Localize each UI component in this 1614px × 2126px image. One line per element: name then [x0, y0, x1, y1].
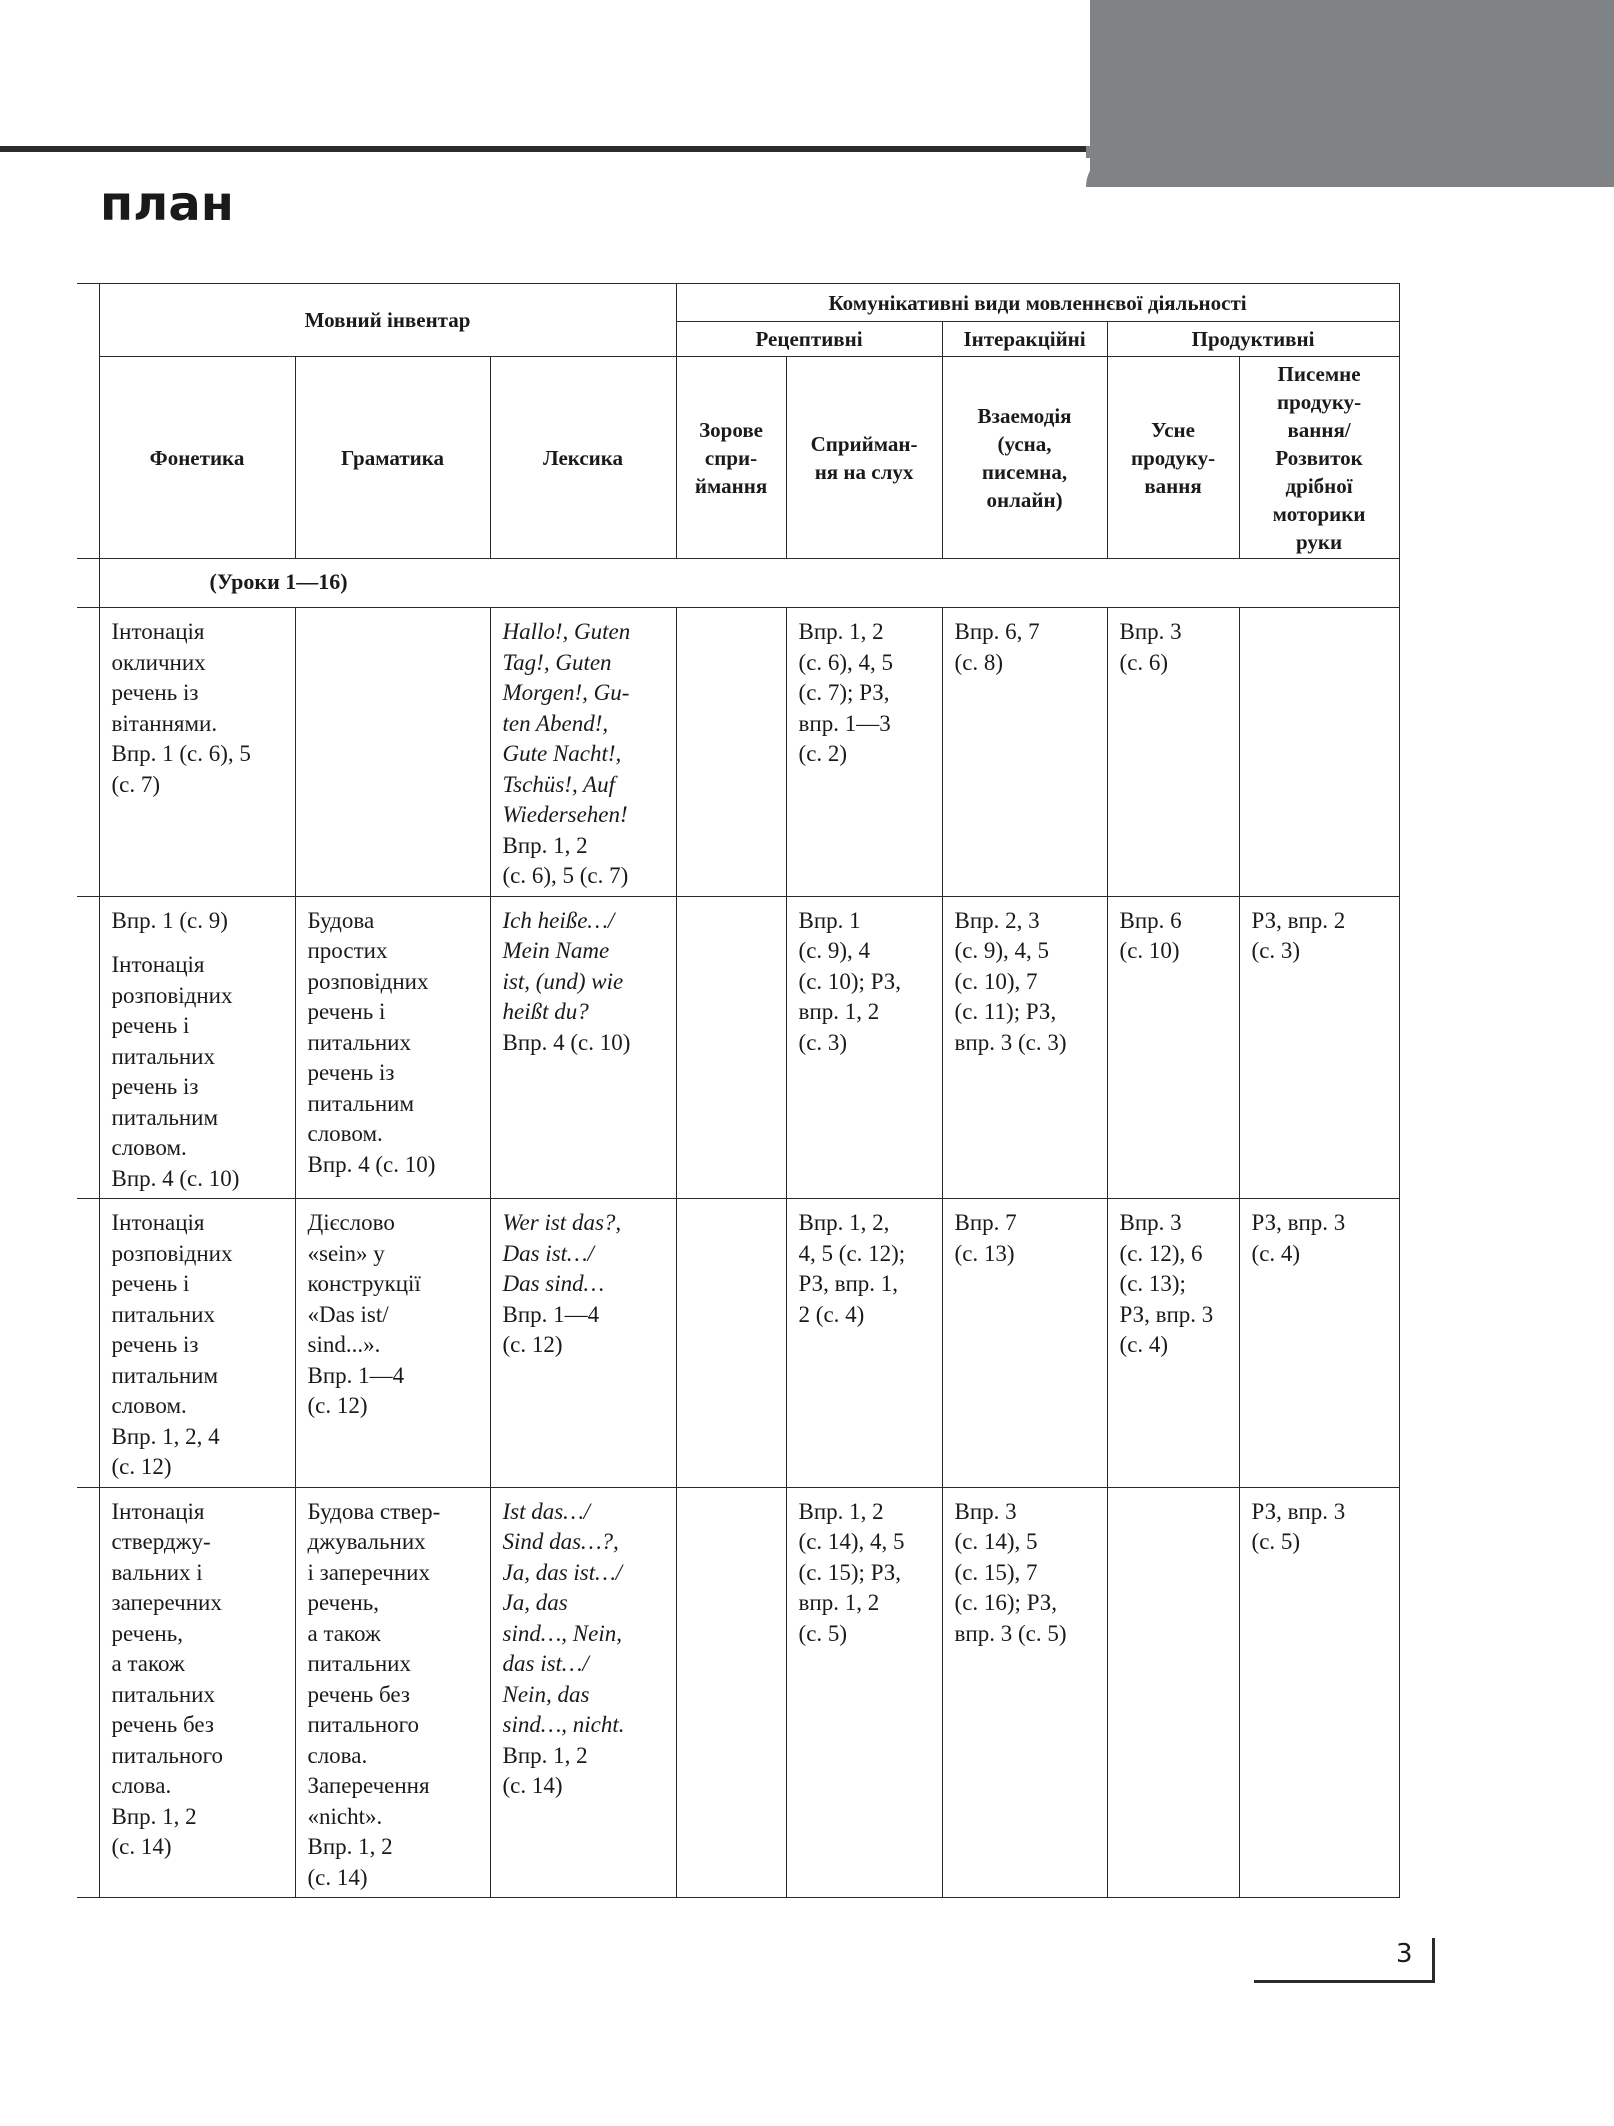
- language-inventory-header: Мовний інвентар: [99, 284, 676, 357]
- gutter-cell: [77, 1199, 99, 1488]
- interaction-cell: [942, 608, 1107, 897]
- cell-line: (с. 7): [111, 771, 161, 797]
- cell-line: Впр. 1, 2: [502, 1742, 588, 1768]
- cell-line: питальним: [111, 1362, 218, 1388]
- oral-cell: [1107, 608, 1239, 897]
- cell-line: РЗ, впр. 2: [1251, 907, 1346, 933]
- gutter-cell: [77, 1487, 99, 1898]
- gutter-cell: [77, 559, 99, 608]
- cell-line: Tag!, Guten: [502, 649, 612, 675]
- cell-line: Ja, das ist…/: [502, 1559, 622, 1585]
- communicative-header: Комунікативні види мовленнєвої діяльності: [676, 284, 1399, 322]
- top-gray-tab: [1086, 152, 1614, 187]
- cell-line: Mein Name: [502, 938, 610, 963]
- cell-line: Ist das…/: [502, 1498, 591, 1524]
- cell-line: словом.: [111, 1393, 187, 1418]
- gutter-cell: [77, 896, 99, 1199]
- lexis-cell: [490, 896, 676, 1199]
- written-cell: [1239, 1199, 1399, 1488]
- cell-line: питального: [307, 1712, 419, 1737]
- cell-line: РЗ, впр. 3: [1119, 1301, 1214, 1327]
- cell-line: Впр. 1, 2: [798, 619, 884, 644]
- cell-line: Впр. 6: [1119, 907, 1182, 933]
- header-row-1: [77, 284, 1399, 322]
- cell-line: (с. 4): [1251, 1240, 1301, 1266]
- cell-line: РЗ, впр. 3: [1251, 1498, 1346, 1524]
- cell-line: Інтонація: [111, 1498, 205, 1524]
- cell-line: (с. 7); РЗ,: [798, 680, 890, 705]
- phonetics-cell: [99, 608, 295, 897]
- cell-line: Впр. 1, 2, 4: [111, 1423, 220, 1449]
- grammar-cell: [295, 1487, 490, 1898]
- interaction-header: Взаемодія (усна, писемна, онлайн): [942, 357, 1107, 559]
- cell-line: Ich heiße…/: [502, 907, 615, 933]
- cell-line: речень і: [111, 1271, 190, 1296]
- cell-line: (с. 9), 4, 5: [954, 938, 1050, 963]
- oral-cell: [1107, 896, 1239, 1199]
- listening-cell: [786, 1487, 942, 1898]
- cell-line: (с. 4): [1119, 1332, 1169, 1357]
- cell-line: Інтонація: [111, 619, 205, 644]
- section-row: [77, 559, 1399, 608]
- cell-line: окличних: [111, 649, 206, 675]
- cell-line: речень із: [111, 1332, 199, 1357]
- cell-line: джувальних: [307, 1529, 426, 1554]
- cell-line: і заперечних: [307, 1559, 430, 1585]
- cell-line: (с. 14), 4, 5: [798, 1529, 905, 1554]
- phonetics-cell: [99, 896, 295, 1199]
- grammar-cell: [295, 1199, 490, 1488]
- phonetics-cell: [99, 1199, 295, 1488]
- cell-line: heißt du?: [502, 999, 589, 1024]
- visual-cell: [676, 1199, 786, 1488]
- cell-line: Впр. 1, 2,: [798, 1210, 890, 1235]
- section-label: (Уроки 1—16): [99, 559, 1399, 608]
- listening-cell: [786, 608, 942, 897]
- cell-line: простих: [307, 938, 388, 963]
- written-cell: [1239, 1487, 1399, 1898]
- visual-header: Зорове спри- ймання: [676, 357, 786, 559]
- cell-line: Впр. 1, 2: [111, 1803, 197, 1829]
- page-title: план: [100, 176, 234, 232]
- cell-line: Впр. 1—4: [307, 1362, 405, 1388]
- cell-line: (с. 14): [502, 1773, 563, 1798]
- cell-line: (с. 10), 7: [954, 968, 1038, 994]
- cell-line: (с. 10): [1119, 938, 1180, 963]
- cell-line: das ist…/: [502, 1651, 589, 1676]
- oral-header: Усне продуку- вання: [1107, 357, 1239, 559]
- cell-line: розповідних: [111, 1240, 233, 1266]
- cell-line: (с. 15); РЗ,: [798, 1559, 902, 1585]
- table-row: [77, 896, 1399, 1199]
- cell-line: (с. 11); РЗ,: [954, 999, 1057, 1024]
- phonetics-header: Фонетика: [99, 357, 295, 559]
- cell-line: речень,: [307, 1590, 379, 1615]
- cell-line: конструкції: [307, 1271, 421, 1296]
- lexis-header: Лексика: [490, 357, 676, 559]
- cell-line: питальних: [307, 1029, 411, 1055]
- cell-line: Hallo!, Guten: [502, 619, 631, 644]
- grammar-cell: [295, 608, 490, 897]
- cell-line: Будова ствер-: [307, 1498, 441, 1524]
- cell-line: Впр. 4 (с. 10): [502, 1029, 631, 1055]
- visual-cell: [676, 608, 786, 897]
- plan-table: [77, 283, 1400, 1898]
- cell-line: а також: [307, 1620, 381, 1646]
- cell-line: словом.: [111, 1135, 187, 1160]
- cell-line: впр. 1, 2: [798, 1590, 880, 1615]
- cell-line: (с. 14), 5: [954, 1529, 1038, 1554]
- cell-line: (с. 2): [798, 741, 848, 766]
- interaction-cell: [942, 896, 1107, 1199]
- cell-line: Ja, das: [502, 1590, 568, 1615]
- cell-line: впр. 1—3: [798, 710, 891, 736]
- cell-line: Впр. 1—4: [502, 1301, 600, 1327]
- cell-line: 2 (с. 4): [798, 1301, 865, 1327]
- cell-line: Впр. 1 (с. 6), 5: [111, 741, 251, 766]
- productive-header: Продуктивні: [1107, 322, 1399, 357]
- cell-line: 4, 5 (с. 12);: [798, 1240, 906, 1266]
- grammar-header: Граматика: [295, 357, 490, 559]
- cell-line: Впр. 4 (с. 10): [307, 1151, 436, 1177]
- interaction-cell: [942, 1487, 1107, 1898]
- gutter-header: [77, 284, 99, 559]
- cell-line: Впр. 3: [1119, 619, 1182, 644]
- cell-line: питальним: [307, 1090, 414, 1116]
- cell-line: (с. 13): [954, 1240, 1015, 1266]
- cell-line: Впр. 3: [1119, 1210, 1182, 1235]
- cell-line: (с. 6), 4, 5: [798, 649, 894, 675]
- cell-line: стверджу-: [111, 1529, 211, 1554]
- lexis-cell: [490, 1199, 676, 1488]
- cell-line: слова.: [307, 1742, 368, 1768]
- cell-line: Впр. 1 (с. 9): [111, 907, 228, 933]
- grammar-cell: [295, 896, 490, 1199]
- cell-line: Інтонація: [111, 952, 205, 977]
- cell-line: (с. 12): [502, 1332, 563, 1357]
- cell-line: (с. 12): [307, 1393, 368, 1418]
- cell-line: Впр. 3: [954, 1498, 1017, 1524]
- cell-line: питальних: [111, 1043, 215, 1069]
- cell-line: Впр. 4 (с. 10): [111, 1165, 240, 1191]
- cell-line: Gute Nacht!,: [502, 741, 622, 766]
- cell-line: ten Abend!,: [502, 710, 609, 736]
- top-rule: [0, 146, 1094, 152]
- cell-line: (с. 12): [111, 1454, 172, 1479]
- visual-cell: [676, 896, 786, 1199]
- cell-line: Das sind…: [502, 1271, 605, 1296]
- written-cell: [1239, 608, 1399, 897]
- cell-line: «nicht».: [307, 1803, 383, 1829]
- gutter-cell: [77, 608, 99, 897]
- cell-line: Будова: [307, 907, 375, 933]
- cell-line: питальних: [111, 1301, 215, 1327]
- cell-line: (с. 6): [1119, 649, 1169, 675]
- lexis-cell: [490, 1487, 676, 1898]
- cell-line: Впр. 1, 2: [798, 1498, 884, 1524]
- cell-line: (с. 8): [954, 649, 1004, 675]
- cell-line: (с. 14): [307, 1864, 368, 1890]
- cell-line: (с. 5): [798, 1620, 848, 1646]
- cell-line: Впр. 1, 2: [502, 832, 588, 858]
- cell-line: Wer ist das?,: [502, 1210, 622, 1235]
- cell-line: впр. 3 (с. 3): [954, 1029, 1067, 1055]
- interactive-header: Інтеракційні: [942, 322, 1107, 357]
- cell-line: sind…, nicht.: [502, 1712, 625, 1737]
- cell-line: Tschüs!, Auf: [502, 771, 615, 797]
- cell-line: речень із: [307, 1060, 395, 1085]
- cell-line: Wiedersehen!: [502, 802, 628, 827]
- cell-line: Впр. 7: [954, 1210, 1017, 1235]
- cell-line: (с. 6), 5 (с. 7): [502, 863, 629, 888]
- cell-line: а також: [111, 1651, 185, 1676]
- cell-line: впр. 1, 2: [798, 999, 880, 1024]
- cell-line: (с. 15), 7: [954, 1559, 1038, 1585]
- cell-line: Інтонація: [111, 1210, 205, 1235]
- lexis-cell: [490, 608, 676, 897]
- cell-line: розповідних: [307, 968, 429, 994]
- cell-line: речень із: [111, 680, 199, 705]
- table-row: [77, 1199, 1399, 1488]
- listening-cell: [786, 1199, 942, 1488]
- cell-line: Впр. 1: [798, 907, 861, 933]
- cell-line: заперечних: [111, 1590, 222, 1615]
- cell-line: Das ist…/: [502, 1240, 594, 1266]
- cell-line: «Das ist/: [307, 1301, 389, 1327]
- written-header: Писемне продуку- вання/ Розвиток дрібної моторики руки: [1239, 357, 1399, 559]
- cell-line: питальних: [307, 1651, 411, 1676]
- receptive-header: Рецептивні: [676, 322, 942, 357]
- cell-line: Nein, das: [502, 1681, 590, 1707]
- cell-line: «sein» у: [307, 1240, 385, 1266]
- page-number-bar: [1432, 1938, 1435, 1983]
- cell-line: Morgen!, Gu-: [502, 680, 630, 705]
- page-number: 3: [1396, 1939, 1413, 1969]
- cell-line: Впр. 1, 2: [307, 1834, 393, 1859]
- cell-line: речень і: [111, 1013, 190, 1038]
- cell-line: Впр. 2, 3: [954, 907, 1040, 933]
- phonetics-cell: [99, 1487, 295, 1898]
- page-number-rule: [1254, 1980, 1434, 1983]
- cell-line: sind…, Nein,: [502, 1620, 622, 1646]
- cell-line: (с. 16); РЗ,: [954, 1590, 1058, 1615]
- visual-cell: [676, 1487, 786, 1898]
- cell-line: (с. 10); РЗ,: [798, 968, 902, 994]
- cell-line: РЗ, впр. 1,: [798, 1271, 899, 1296]
- cell-line: питальним: [111, 1104, 218, 1130]
- cell-line: ist, (und) wie: [502, 968, 624, 994]
- cell-line: (с. 13);: [1119, 1271, 1186, 1296]
- header-row-3: [77, 357, 1399, 559]
- oral-cell: [1107, 1487, 1239, 1898]
- cell-line: речень,: [111, 1620, 183, 1646]
- interaction-cell: [942, 1199, 1107, 1488]
- cell-line: Дієслово: [307, 1210, 395, 1235]
- cell-line: речень із: [111, 1074, 199, 1099]
- cell-line: Заперечення: [307, 1773, 430, 1798]
- cell-line: (с. 3): [1251, 938, 1301, 963]
- table-row: [77, 1487, 1399, 1898]
- cell-line: вітаннями.: [111, 710, 218, 736]
- cell-line: (с. 12), 6: [1119, 1240, 1203, 1266]
- listening-header: Сприйман- ня на слух: [786, 357, 942, 559]
- cell-line: вальних і: [111, 1559, 203, 1585]
- cell-line: РЗ, впр. 3: [1251, 1210, 1346, 1235]
- cell-line: питальних: [111, 1681, 215, 1707]
- cell-line: речень без: [111, 1712, 214, 1737]
- cell-line: впр. 3 (с. 5): [954, 1620, 1067, 1646]
- cell-line: речень і: [307, 999, 386, 1024]
- cell-line: (с. 5): [1251, 1529, 1301, 1554]
- written-cell: [1239, 896, 1399, 1199]
- cell-line: словом.: [307, 1121, 383, 1146]
- cell-line: (с. 14): [111, 1834, 172, 1859]
- oral-cell: [1107, 1199, 1239, 1488]
- listening-cell: [786, 896, 942, 1199]
- cell-line: речень без: [307, 1681, 410, 1707]
- cell-line: Впр. 6, 7: [954, 619, 1040, 644]
- cell-line: sind...».: [307, 1332, 381, 1357]
- cell-line: слова.: [111, 1773, 172, 1798]
- cell-line: Sind das…?,: [502, 1529, 619, 1554]
- cell-line: питального: [111, 1742, 223, 1768]
- cell-line: (с. 3): [798, 1029, 848, 1055]
- table-row: [77, 608, 1399, 897]
- cell-line: розповідних: [111, 982, 233, 1008]
- cell-line: (с. 9), 4: [798, 938, 871, 963]
